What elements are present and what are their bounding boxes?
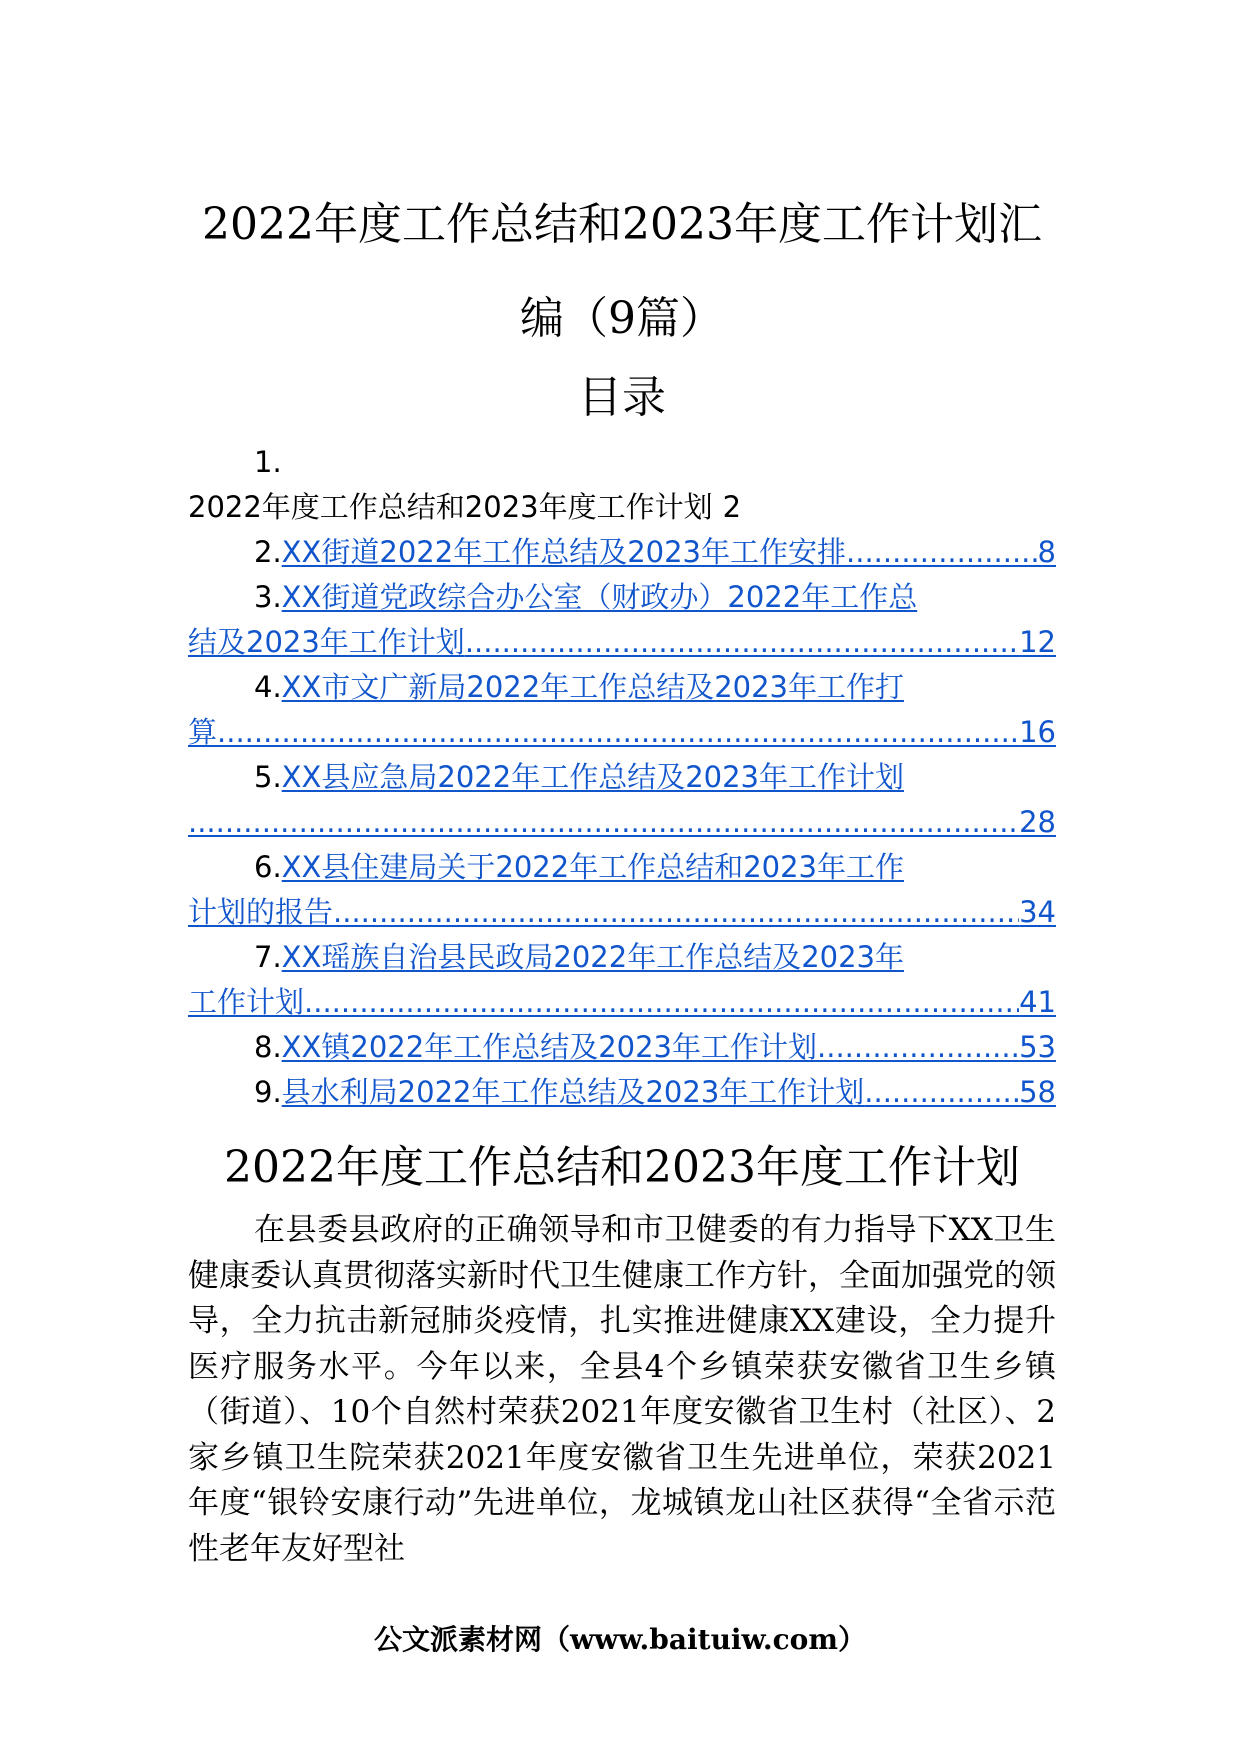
toc-entry-9[interactable] <box>188 1070 1056 1115</box>
toc-leader-dots <box>188 800 1019 845</box>
toc-entry-page[interactable]: 12 <box>1019 625 1056 659</box>
toc-leader-dots <box>304 980 1019 1025</box>
toc-leader-dots <box>817 1025 1019 1070</box>
toc-entry-page[interactable]: 28 <box>1019 805 1056 839</box>
document-title: 2022年度工作总结和2023年度工作计划汇编（9篇） <box>202 199 1042 344</box>
toc-entry-number: 2. <box>254 535 282 569</box>
toc-leader-dots <box>465 620 1019 665</box>
toc-leader-dots <box>217 710 1019 755</box>
toc-entry-number: 4. <box>254 670 282 704</box>
toc-entry-link[interactable]: XX市文广新局2022年工作总结及2023年工作打 <box>281 670 905 704</box>
toc-entry-link[interactable]: XX街道2022年工作总结及2023年工作安排 <box>281 535 847 569</box>
toc-entry-page: 2 <box>722 490 742 524</box>
toc-entry-link-continued[interactable]: 工作计划 <box>188 985 305 1019</box>
body-paragraph: 在县委县政府的正确领导和市卫健委的有力指导下XX卫生健康委认真贯彻落实新时代卫生健康工作方针，全面加强党的领导，全力抗击新冠肺炎疫情，扎实推进健康XX建设，全力提升医疗服务水平。今年以来，全县4个乡镇荣获安徽省卫生乡镇（街道）、10个自然村荣获2021年度安徽省卫生村（社区）、2家乡镇卫生院荣获2021年度安徽省卫生先进单位，荣获2021年度“银铃安康行动”先进单位，龙城镇龙山社区获得“全省示范性老年友好型社 <box>188 1212 1056 1567</box>
toc-entry-number: 1. <box>254 445 282 479</box>
toc-entry-page[interactable]: 41 <box>1019 985 1056 1019</box>
toc-entry-number: 9. <box>254 1075 282 1109</box>
toc-entry-page[interactable]: 58 <box>1019 1075 1056 1109</box>
toc-entry-number: 7. <box>254 940 282 974</box>
toc-entry-4[interactable] <box>188 665 1056 755</box>
toc-heading: 目录 <box>578 372 666 423</box>
toc-leader-dots <box>333 890 1019 935</box>
toc-entry-text: 2022年度工作总结和2023年度工作计划 <box>188 490 713 524</box>
toc-entry-number: 5. <box>254 760 282 794</box>
toc-entry-page[interactable]: 53 <box>1019 1030 1056 1064</box>
toc-entry-1 <box>188 440 1056 530</box>
toc-entry-link[interactable]: XX县应急局2022年工作总结及2023年工作计划 <box>281 760 905 794</box>
toc-entry-7[interactable] <box>188 935 1056 1025</box>
toc-entry-8[interactable] <box>188 1025 1056 1070</box>
toc-entry-number: 8. <box>254 1030 282 1064</box>
footer-watermark: 公文派素材网（www.baituiw.com） <box>374 1623 866 1656</box>
toc-entry-link-continued[interactable]: 计划的报告 <box>188 895 334 929</box>
toc-entry-2[interactable] <box>188 530 1056 575</box>
table-of-contents <box>188 440 1056 1115</box>
toc-entry-link-continued[interactable]: 算 <box>188 715 218 749</box>
toc-entry-number: 3. <box>254 580 282 614</box>
toc-entry-link[interactable]: XX县住建局关于2022年工作总结和2023年工作 <box>281 850 905 884</box>
toc-entry-link[interactable]: XX街道党政综合办公室（财政办）2022年工作总 <box>281 580 918 614</box>
toc-entry-page[interactable]: 8 <box>1037 535 1056 569</box>
toc-leader-dots <box>846 530 1038 575</box>
section-title: 2022年度工作总结和2023年度工作计划 <box>224 1142 1020 1193</box>
toc-entry-link-continued[interactable]: 结及2023年工作计划 <box>188 625 465 659</box>
toc-leader-dots <box>864 1070 1019 1115</box>
toc-entry-6[interactable] <box>188 845 1056 935</box>
toc-entry-number: 6. <box>254 850 282 884</box>
toc-entry-5[interactable] <box>188 755 1056 845</box>
toc-entry-page[interactable]: 16 <box>1019 715 1056 749</box>
toc-entry-link[interactable]: XX瑶族自治县民政局2022年工作总结及2023年 <box>281 940 905 974</box>
toc-entry-link[interactable]: 县水利局2022年工作总结及2023年工作计划 <box>281 1075 865 1109</box>
toc-entry-3[interactable] <box>188 575 1056 665</box>
toc-entry-link[interactable]: XX镇2022年工作总结及2023年工作计划 <box>281 1030 818 1064</box>
toc-entry-page[interactable]: 34 <box>1019 895 1056 929</box>
